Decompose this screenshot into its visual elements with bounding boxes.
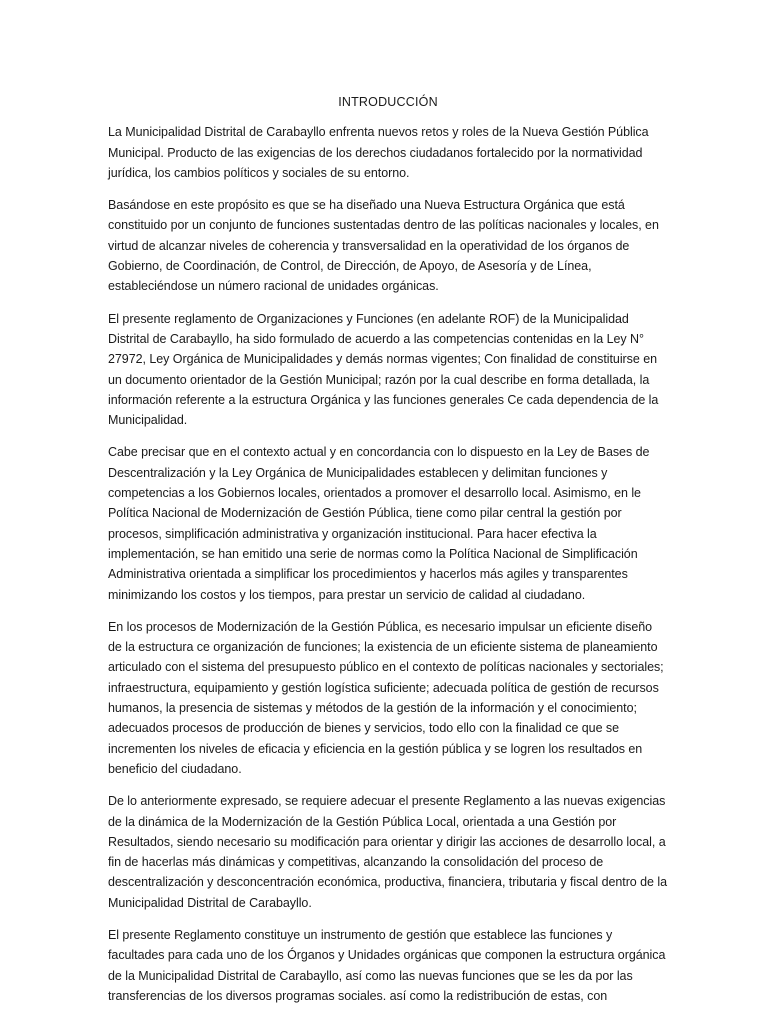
paragraph-contexto-actual: Cabe precisar que en el contexto actual y en concordancia con lo dispuesto en la Ley de Bases de Descentralización y la Ley Orgánica de Municipalidades establecen y delimitan funciones y competencias a los Gobiernos locales, orientados a promover el desarrollo local. Asimismo, en le Política Nacional de Modernización de Gestión Pública, tiene como pilar central la gestión por procesos, simplificación administrativa y organización institucional. Para hacer efectiva la implementación, se han emitido una serie de normas como la Política Nacional de Simplificación Administrativa orientada a simplificar los procedimientos y hacerlos más agiles y transparentes minimizando los costos y los tiempos, para prestar un servicio de calidad al ciudadano.	[108, 445, 650, 602]
paragraph-estructura-organica: Basándose en este propósito es que se ha diseñado una Nueva Estructura Orgánica que está constituido por un conjunto de funciones sustentadas dentro de las políticas nacionales y locales, en virtud de alcanzar niveles de coherencia y transversalidad en la operatividad de los órganos de Gobierno, de Coordinación, de Control, de Dirección, de Apoyo, de Asesoría y de Línea, estableciéndose un número racional de unidades orgánicas.	[108, 198, 659, 294]
paragraph-intro-retos: La Municipalidad Distrital de Carabayllo enfrenta nuevos retos y roles de la Nueva Gestión Pública Municipal. Producto de las exigencias de los derechos ciudadanos fortalecido por la normatividad jurídica, los cambios políticos y sociales de su entorno.	[108, 125, 649, 180]
document-title: INTRODUCCIÓN	[338, 95, 438, 109]
paragraph-rof: El presente reglamento de Organizaciones y Funciones (en adelante ROF) de la Municipalidad Distrital de Carabayllo, ha sido formulado de acuerdo a las competencias contenidas en la Ley N° 27972, Ley Orgánica de Municipalidades y demás normas vigentes; Con finalidad de constituirse en un documento orientador de la Gestión Municipal; razón por la cual describe en forma detallada, la información referente a la estructura Orgánica y las funciones generales Ce cada dependencia de la Municipalidad.	[108, 311, 659, 428]
paragraph-modernizacion: En los procesos de Modernización de la Gestión Pública, es necesario impulsar un eficiente diseño de la estructura ce organización de funciones; la existencia de un eficiente sistema de planeamiento articulado con el sistema del presupuesto público en el contexto de políticas nacionales y sectoriales; infraestructura, equipamiento y gestión logística suficiente; adecuada política de gestión de recursos humanos, la presencia de sistemas y métodos de la gestión de la información y el conocimiento; adecuados procesos de producción de bienes y servicios, todo ello con la finalidad ce que se incrementen los niveles de eficacia y eficiencia en la gestión pública y se logren los resultados en beneficio del ciudadano.	[108, 619, 664, 776]
document-page	[108, 92, 668, 1018]
paragraph-instrumento-gestion: El presente Reglamento constituye un instrumento de gestión que establece las funciones y facultades para cada uno de los Órganos y Unidades orgánicas que componen la estructura orgánica de la Municipalidad Distrital de Carabayllo, así como las nuevas funciones que se les da por las transferencias de los diversos programas sociales. así como la redistribución de estas, con	[108, 927, 666, 1003]
paragraph-adecuacion: De lo anteriormente expresado, se requiere adecuar el presente Reglamento a las nuevas exigencias de la dinámica de la Modernización de la Gestión Pública Local, orientada a una Gestión por Resultados, siendo necesario su modificación para orientar y dirigir las acciones de desarrollo local, a fin de hacerlas más dinámicas y competitivas, alcanzando la consolidación del proceso de descentralización y desconcentración económica, productiva, financiera, tributaria y fiscal dentro de la Municipalidad Distrital de Carabayllo.	[108, 794, 667, 910]
